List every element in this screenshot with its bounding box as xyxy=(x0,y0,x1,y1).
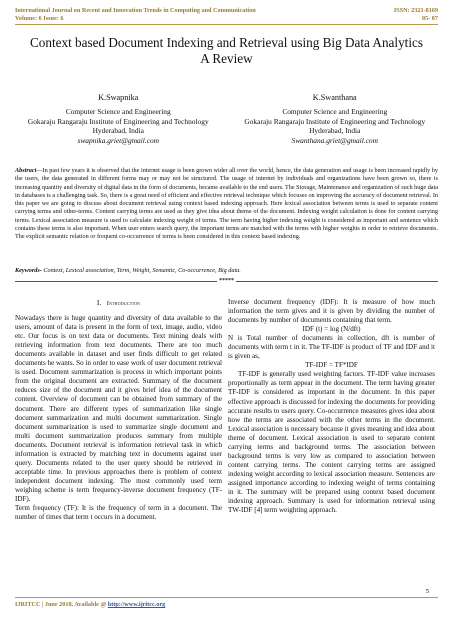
idf-definition: Inverse document frequency (IDF): It is measure of how much information the term gives and it is given by dividing the number of documents by number of documents containing that term. xyxy=(228,298,435,325)
paper-title-line-1: Context based Document Indexing and Retrieval using Big Data Analytics xyxy=(30,35,423,50)
section-title: Introduction xyxy=(106,300,141,307)
author-block xyxy=(10,93,443,145)
intro-paragraph: Nowadays there is huge quantity and diversity of data available to the users, amount of data is present in the form of text, image, audio, video etc. Our focus is on text data or documents. Text mining deals with retrieving information from text documents. There are too much documents available in dataset and user finds difficult to get related documents he wants. So in order to ease work of user document retrieval is used. Document summarization is process in which important points from the original document are extracted. Summary of the document reduces size of the document and it gives brief idea of the document content. Overview of document can be obtained from summary of the document. There are different types of summarization like single document summarization and multi document summarization. Single document summarization is used to summarize single document and multi document summarization produces summary from multiple documents. Document retrieval is information retrieval task in which information is extracted by matching text in documents against user query. Documents related to the user query should be retrieved in acceptable time. In previous approaches there is problem of context independent document indexing. The most commonly used term weighing scheme is term frequency-inverse document frequency (TF-IDF). xyxy=(15,314,222,503)
author-name: K.Swapnika xyxy=(98,93,139,102)
author-2 xyxy=(227,93,444,145)
author-dept: Computer Science and Engineering xyxy=(282,107,388,117)
author-name: K.Swanthana xyxy=(312,93,357,102)
keywords-label: Keywords- xyxy=(15,267,42,274)
abstract-text: —In past few years it is observed that the internet usage is been grown wider all over the world, hence, the data generation and usage is been increased rapidly by the users, the data generated in different forms may or may not be structured. The usage of internet by individuals and organizations have been grown so, there is increasing quantity and diversity of digital data in the form of documents, became available to the end users. The Storage, Maintenance and organization of such huge data in databases is a challenging task. So, there is a great need of efficient and effective retrieval technique which focuses on improving the accuracy of document retrieval. In this paper we are going to discuss about document retrieval using context based indexing approach. Here lexical association between terms is used to separate content carrying terms and other-terms. Content carrying terms are used as they give idea about theme of the document. Indexing weight calculation is done for content carrying terms. Lexical association measure is used to calculate indexing weight of terms. The term having higher indexing weight is considered as important and sentence which contains these terms is also important. When user enters search query, the important terms are matched with the terms with higher weights in order to retrieve documents. The explicit semantic relation or frequent co-occurrence of terms is been considered in this context based indexing. xyxy=(15,167,438,241)
left-column xyxy=(15,298,222,522)
section-heading xyxy=(15,298,222,308)
section-numeral: I. xyxy=(96,298,102,307)
tf-definition: Term frequency (TF): It is the frequency of term in a document. The number of times that term t occurs in a document. xyxy=(15,504,222,522)
tfidf-formula: TF-IDF = TF*IDF xyxy=(305,361,358,370)
author-city: Hyderabad, India xyxy=(92,126,144,136)
keywords xyxy=(15,267,438,275)
author-dept: Computer Science and Engineering xyxy=(65,107,171,117)
separator-stars: ***** xyxy=(219,278,234,284)
footer-text: IJRITCC | June 2018, Available @ xyxy=(15,601,108,608)
author-1 xyxy=(10,93,227,145)
author-city: Hyderabad, India xyxy=(309,126,361,136)
footer-rule xyxy=(15,597,438,598)
abstract xyxy=(15,167,438,242)
journal-link[interactable]: http://www.ijritcc.org xyxy=(107,601,166,608)
keywords-text: Context, Lexical association, Term, Weight, Semantic, Co-occurrence, Big data. xyxy=(41,267,241,274)
running-footer xyxy=(15,601,165,608)
journal-issn: ISSN: 2321-8169 xyxy=(393,7,438,14)
author-institute: Gokaraju Rangaraju Institute of Engineering and Technology xyxy=(244,116,426,126)
page-range: 05- 07 xyxy=(422,14,438,22)
journal-name: International Journal on Recent and Innovation Trends in Computing and Communication xyxy=(15,7,256,14)
author-email: Swanthana.griet@gmail.com xyxy=(291,135,378,145)
author-institute: Gokaraju Rangaraju Institute of Engineering and Technology xyxy=(27,116,209,126)
right-column xyxy=(228,298,435,515)
author-email: swapnika.griet@gmail.com xyxy=(77,135,160,145)
idf-formula: IDF (t) = log (N/dft) xyxy=(302,325,361,334)
journal-volume: Volume: 6 Issue: 6 xyxy=(15,14,64,22)
approach-paragraph: TF-IDF is generally used weighting factors. TF-IDF value increases proportionally as term appear in the document. The term having greater TF-IDF is considered as important in the document. In this paper effective approach is discussed for indexing the documents for providing accurate results to users query. Co-occurrence measures gives idea about how the terms are associated with the other terms in the document. Lexical association is necessary because it gives meaning and idea about theme of document. Lexical association is used to separate content carrying terms and background terms. The association between background terms is very low as compared to association between content carrying terms. The content carrying terms are assigned indexing weight according to lexical association measure. Sentences are assigned importance according to indexing weight of terms containing in it. The summary will be prepared using context based document indexing approach. Summary is used for information retrieval using TW-IDF [4] term weighting approach. xyxy=(228,370,435,515)
paper-title xyxy=(20,35,433,67)
paper-title-line-2: A Review xyxy=(200,51,253,66)
running-header xyxy=(15,7,438,22)
tfidf-explanation: N is Total number of documents in collection, dft is number of documents with term t in it. The TF-IDF is product of TF and IDF and it is given as, xyxy=(228,334,435,361)
header-rule xyxy=(15,24,438,25)
separator xyxy=(0,278,453,284)
abstract-label: Abstract xyxy=(15,167,37,174)
page-number: 5 xyxy=(425,588,429,595)
